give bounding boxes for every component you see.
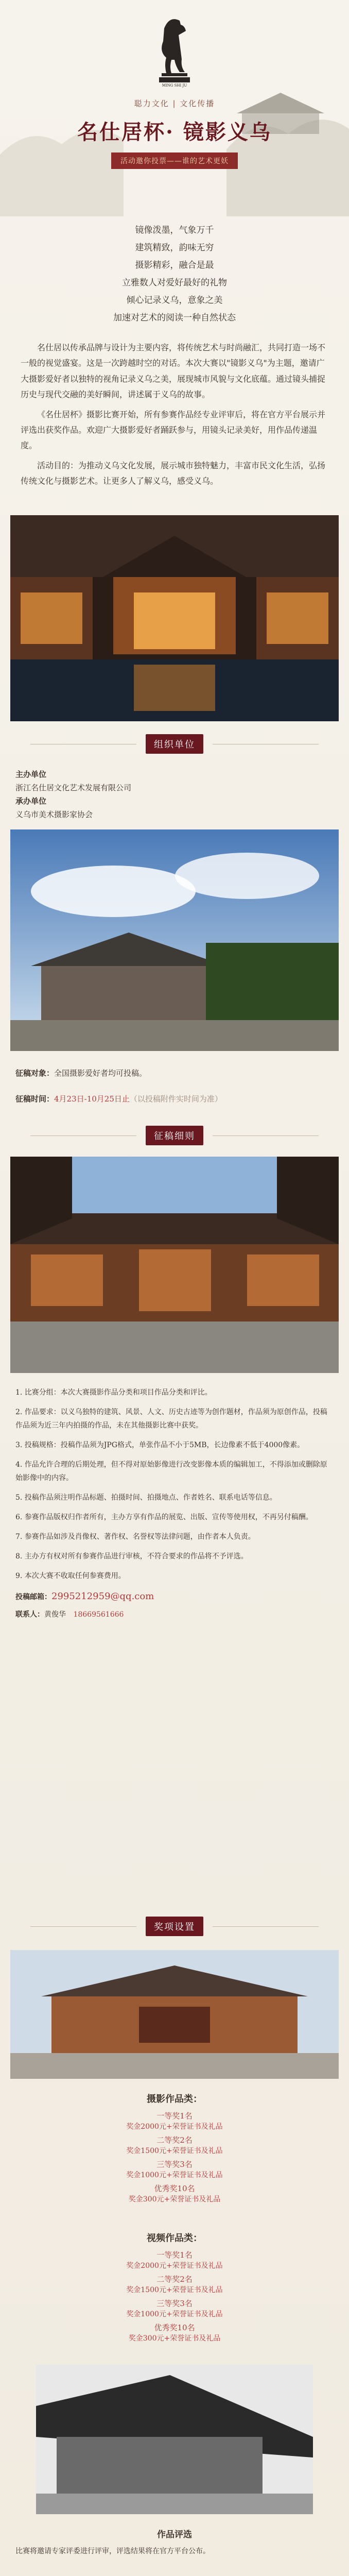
hall-photo bbox=[10, 1950, 339, 2079]
prize-item bbox=[0, 2183, 349, 2204]
theme-value: 全国摄影爱好者均可投稿。 bbox=[54, 1069, 147, 1078]
email-row bbox=[15, 1590, 334, 1604]
prize-video-title: 视频作品类： bbox=[147, 2233, 202, 2244]
works-title: 作品评选 bbox=[157, 2530, 192, 2540]
header-title: 名仕居杯· 镜影义乌 bbox=[77, 120, 272, 144]
prize-name: 二等奖2名 bbox=[156, 2136, 193, 2145]
prize-award: 奖金1000元+荣誉证书及礼品 bbox=[126, 2171, 223, 2179]
prize-name: 三等奖3名 bbox=[156, 2160, 193, 2169]
co-value: 义乌市美术摄影家协会 bbox=[15, 810, 93, 819]
prize-name: 优秀奖10名 bbox=[154, 2184, 195, 2193]
section-org-header bbox=[30, 734, 319, 754]
rules-list bbox=[15, 1386, 334, 1621]
section-prize-header bbox=[30, 1917, 319, 1936]
prize-item bbox=[0, 2134, 349, 2156]
prize-item bbox=[0, 2249, 349, 2270]
prize-award: 奖金2000元+荣誉证书及礼品 bbox=[126, 2123, 223, 2131]
header-slogan: 活动邀你投票——谁的艺术更妖 bbox=[111, 152, 238, 169]
prize-award: 奖金1500元+荣誉证书及礼品 bbox=[126, 2147, 223, 2155]
intro-text-3: 活动目的：为推动义乌文化发展，展示城市独特魅力，丰富市民文化生活，弘扬传统文化与摄影艺术。让更多人了解义乌，感受义乌。 bbox=[21, 460, 326, 486]
header bbox=[0, 0, 349, 216]
time-row bbox=[15, 1092, 334, 1106]
svg-text:MING SHI JU: MING SHI JU bbox=[162, 83, 187, 88]
contact-row bbox=[15, 1608, 334, 1621]
section-org-title: 组织单位 bbox=[146, 734, 203, 754]
prize-name: 优秀奖10名 bbox=[154, 2323, 195, 2332]
time-note: （以投稿附件实时间为准） bbox=[129, 1094, 222, 1104]
contact-label: 联系人： bbox=[15, 1611, 44, 1619]
prize-item bbox=[0, 2298, 349, 2319]
rule-item: 1. 比赛分组：本次大赛摄影作品分类和项目作品分类和评比。 bbox=[15, 1388, 212, 1397]
temple-sky-photo bbox=[10, 829, 339, 1051]
theme-label: 征稿对象： bbox=[15, 1069, 55, 1078]
org-info bbox=[15, 768, 334, 821]
rule-item: 6. 参赛作品版权归作者所有，主办方享有作品的展览、出版、宣传等使用权，不再另付稿酬。 bbox=[15, 1513, 313, 1521]
intro-text-2: 《名仕居杯》摄影比赛开始，所有参赛作品经专业评审后，将在官方平台展示并评选出获奖作品。欢迎广大摄影爱好者踊跃参与，用镜头记录美好，用作品传递温度。 bbox=[21, 409, 326, 451]
prize-name: 一等奖1名 bbox=[156, 2111, 193, 2121]
poem-line: 加速对艺术的阅读一种自然状态 bbox=[113, 313, 236, 323]
rule-item: 5. 投稿作品须注明作品标题、拍摄时间、拍摄地点、作者姓名、联系电话等信息。 bbox=[15, 1494, 277, 1502]
theme-row bbox=[15, 1066, 334, 1080]
header-subtitle: 聪力文化 | 文化传播 bbox=[134, 99, 215, 108]
prize-award: 奖金1000元+荣誉证书及礼品 bbox=[126, 2310, 223, 2318]
co-label: 承办单位 bbox=[15, 796, 47, 806]
host-value: 浙江名仕居文化艺术发展有限公司 bbox=[15, 783, 132, 792]
section-rules-header bbox=[30, 1126, 319, 1145]
prize-photo bbox=[0, 2092, 349, 2204]
prize-name: 三等奖3名 bbox=[156, 2299, 193, 2308]
prize-award: 奖金300元+荣誉证书及礼品 bbox=[128, 2195, 221, 2204]
prize-award: 奖金1500元+荣誉证书及礼品 bbox=[126, 2286, 223, 2294]
prize-award: 奖金300元+荣誉证书及礼品 bbox=[128, 2334, 221, 2343]
rule-item: 3. 投稿规格：投稿作品须为JPG格式，单张作品不小于5MB，长边像素不低于4000像素。 bbox=[15, 1441, 305, 1449]
time-value: 4月23日-10月25日止 bbox=[54, 1094, 130, 1104]
courtyard-night-photo bbox=[10, 515, 339, 721]
courtyard-day-photo bbox=[10, 1157, 339, 1373]
email-label: 投稿邮箱： bbox=[15, 1593, 51, 1601]
poem-line: 立雅数人对爱好最好的礼物 bbox=[122, 278, 227, 288]
prize-item bbox=[0, 2274, 349, 2295]
prize-item bbox=[0, 2159, 349, 2180]
rule-item: 4. 作品允许合理的后期处理，但不得对原始影像进行改变影像本质的编辑加工，不得添加或删除原始影像中的内容。 bbox=[15, 1461, 327, 1482]
prize-name: 一等奖1名 bbox=[156, 2250, 193, 2260]
intro-text: 名仕居以传承品牌与设计为主要内容，将传统艺术与时尚融汇，共同打造一场不一般的视觉盛宴。这是一次跨越时空的对话。本次大赛以"镜影义乌"为主题，邀请广大摄影爱好者以独特的视角记录义乌之美，展现城市风貌与文化底蕴。通过镜头捕捉历史与现代交融的美好瞬间，讲述属于义乌的故事。 bbox=[21, 343, 326, 400]
works-block bbox=[15, 2527, 334, 2557]
poem-line: 镜像泼墨，气象万千 bbox=[135, 225, 214, 235]
contact-phone[interactable]: 18669561666 bbox=[73, 1611, 124, 1619]
works-text: 比赛将邀请专家评委进行评审，评选结果将在官方平台公布。 bbox=[15, 2547, 210, 2555]
bw-rooftop-photo bbox=[36, 2365, 313, 2514]
poem bbox=[0, 222, 349, 327]
prize-video bbox=[0, 2231, 349, 2343]
section-rules-title: 征稿细则 bbox=[146, 1126, 203, 1145]
poem-line: 建筑精致，韵味无穷 bbox=[135, 243, 214, 253]
prize-photo-title: 摄影作品类： bbox=[147, 2094, 202, 2105]
rule-item: 9. 本次大赛不收取任何参赛费用。 bbox=[15, 1572, 126, 1580]
prize-item bbox=[0, 2322, 349, 2343]
poem-line: 倾心记录义乌，意象之美 bbox=[126, 295, 223, 306]
rule-item: 2. 作品要求：以义乌独特的建筑、风景、人文、历史古迹等为创作题材，作品须为原创作品，投稿作品须为近三年内拍摄的作品，未在其他摄影比赛中获奖。 bbox=[15, 1408, 327, 1430]
email-value[interactable]: 2995212959@qq.com bbox=[51, 1591, 154, 1602]
prize-item bbox=[0, 2110, 349, 2131]
horse-logo bbox=[149, 10, 200, 88]
time-label: 征稿时间： bbox=[15, 1094, 55, 1104]
rule-item: 8. 主办方有权对所有参赛作品进行审核，不符合要求的作品将不予评选。 bbox=[15, 1552, 248, 1561]
poem-line: 摄影精彩，融合是最 bbox=[135, 260, 214, 270]
intro-block bbox=[21, 340, 328, 489]
prize-name: 二等奖2名 bbox=[156, 2275, 193, 2284]
host-label: 主办单位 bbox=[15, 770, 47, 779]
rule-item: 7. 参赛作品如涉及肖像权、著作权、名誉权等法律问题，由作者本人负责。 bbox=[15, 1533, 255, 1541]
prize-award: 奖金2000元+荣誉证书及礼品 bbox=[126, 2262, 223, 2270]
section-prize-title: 奖项设置 bbox=[146, 1917, 203, 1936]
contact-name: 黄俊华 bbox=[44, 1611, 66, 1619]
